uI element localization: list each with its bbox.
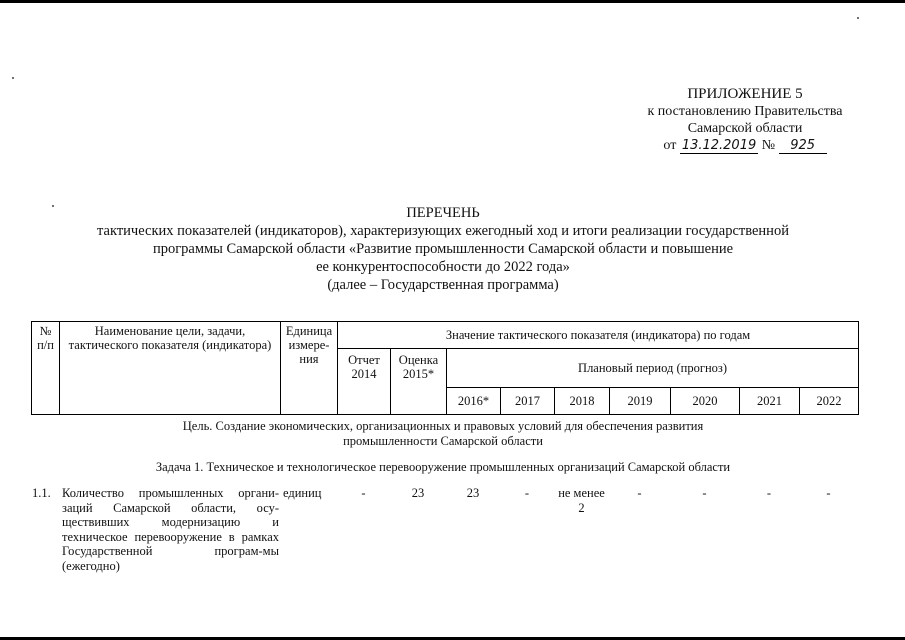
year-2017: 2017	[501, 388, 555, 415]
row-number: 1.1.	[32, 486, 51, 500]
row-value-2016: 23	[466, 486, 480, 500]
heading-title: ПЕРЕЧЕНЬ	[406, 205, 480, 221]
header-report-2014: Отчет 2014	[338, 349, 391, 415]
row-value-2014: -	[361, 486, 366, 500]
header-name: Наименование цели, задачи, тактического показателя (индикатора)	[60, 322, 281, 415]
header-values-by-year: Значение тактического показателя (индикатора) по годам	[338, 322, 859, 349]
appendix-block	[600, 86, 890, 154]
year-2022: 2022	[800, 388, 859, 415]
appendix-title: ПРИЛОЖЕНИЕ 5	[687, 86, 803, 102]
row-value-2019: -	[637, 486, 642, 500]
appendix-line-2: Самарской области	[687, 121, 803, 136]
year-2021: 2021	[740, 388, 800, 415]
row-value-2018: не менее 2	[558, 486, 605, 515]
goal-caption	[40, 419, 846, 449]
year-2020: 2020	[671, 388, 740, 415]
scan-top-border	[0, 0, 905, 3]
appendix-line-1: к постановлению Правительства	[647, 104, 843, 119]
row-value-2017: -	[524, 486, 530, 500]
row-value-2021: -	[766, 486, 772, 500]
header-estimate-2015: Оценка 2015*	[391, 349, 447, 415]
document-heading	[40, 204, 846, 294]
indicators-table-header	[31, 321, 859, 415]
task-caption: Задача 1. Техническое и технологическое перевооружение промышленных организаций Самарской области	[155, 460, 731, 474]
goal-line-2: промышленности Самарской области	[343, 434, 543, 448]
heading-line-4: (далее – Государственная программа)	[327, 277, 559, 293]
scan-speck	[857, 17, 859, 19]
heading-line-2: программы Самарской области «Развитие промышленности Самарской области и повышение	[152, 241, 734, 257]
year-2018: 2018	[555, 388, 610, 415]
handwritten-date: 13.12.2019	[681, 138, 757, 153]
heading-line-1: тактических показателей (индикаторов), характеризующих ежегодный ход и итоги реализации государственной	[97, 223, 789, 239]
appendix-date-line	[600, 137, 890, 154]
header-plan-period: Плановый период (прогноз)	[447, 349, 859, 388]
year-2019: 2019	[610, 388, 671, 415]
row-unit: единиц	[283, 486, 322, 500]
row-value-2020: -	[702, 486, 707, 500]
row-value-2022: -	[826, 486, 831, 500]
header-number: № п/п	[32, 322, 60, 415]
header-unit: Единица измере-ния	[281, 322, 338, 415]
date-prefix: от	[663, 138, 677, 153]
number-prefix: №	[761, 138, 776, 153]
heading-line-3: ее конкурентоспособности до 2022 года»	[316, 259, 570, 275]
year-2016: 2016*	[447, 388, 501, 415]
row-indicator-name: Количество промышленных органи-заций Самарской области, осу-ществивших модернизацию и техническое перевооружение в рамках Государственной програм-мы (ежегодно)	[62, 486, 279, 573]
handwritten-number: 925	[779, 139, 827, 154]
row-value-2015: 23	[411, 486, 425, 500]
scan-speck	[12, 77, 14, 79]
goal-line-1: Цель. Создание экономических, организационных и правовых условий для обеспечения развития	[182, 419, 704, 433]
